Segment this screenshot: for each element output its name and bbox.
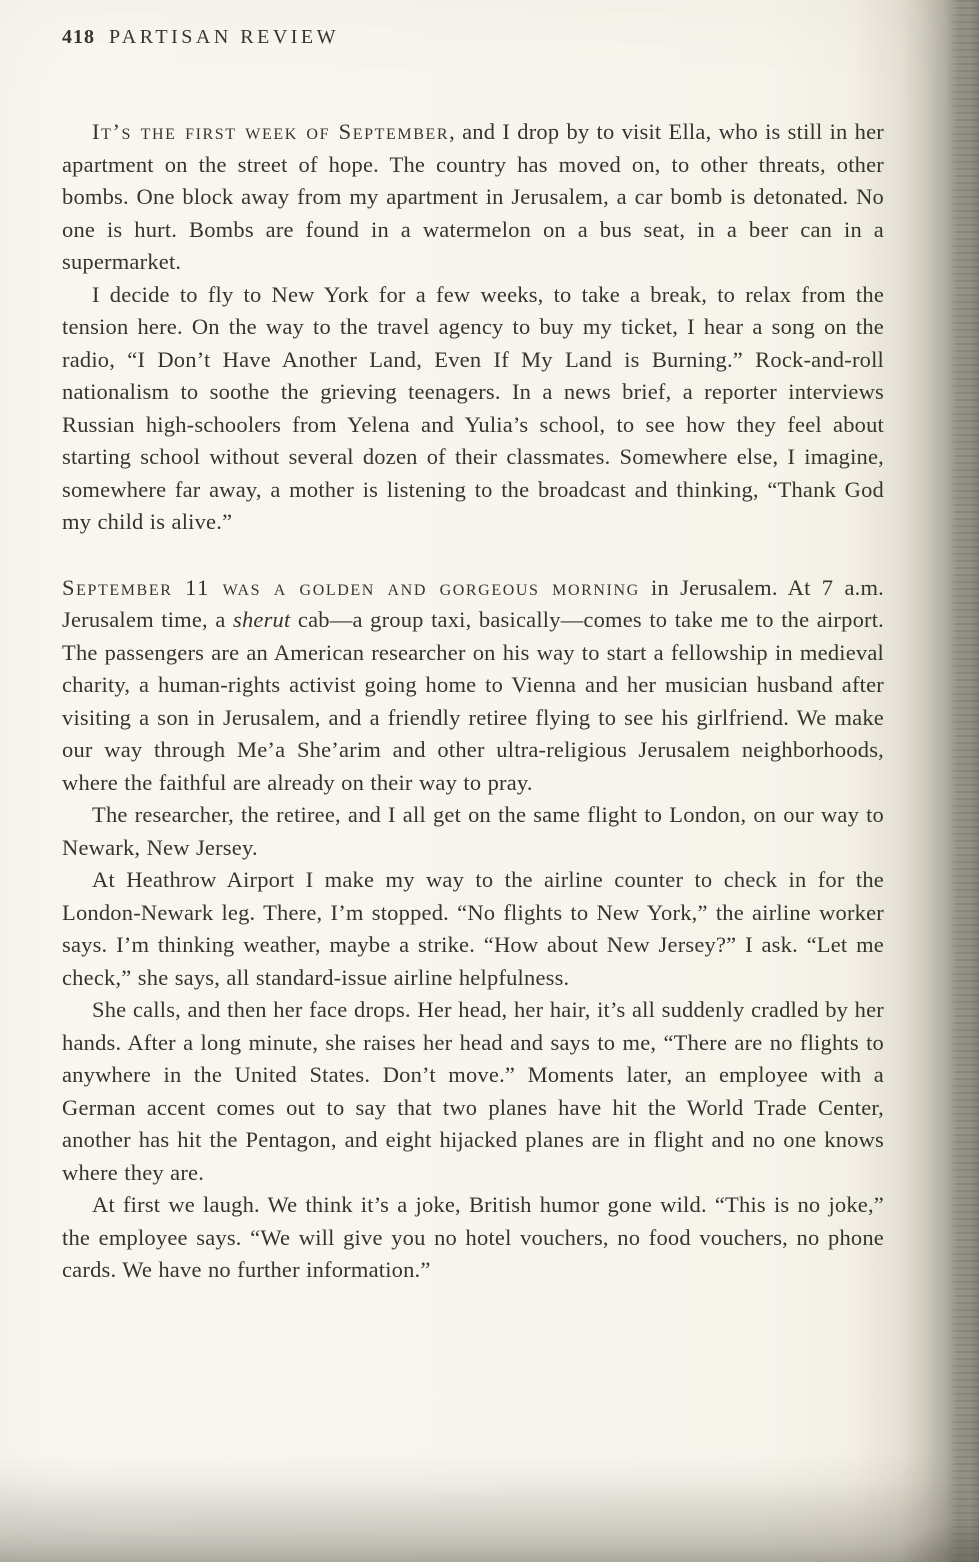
paragraph [62,994,884,1189]
scan-bottom-shadow [0,1482,979,1562]
smallcaps-lead: It’s the first week of September [92,119,450,144]
paragraph [62,1189,884,1287]
page-body [62,116,884,1287]
running-head [62,26,869,49]
text-run: At first we laugh. We think it’s a joke, British humor gone wild. “This is no joke,” the employee says. “We will give you no hotel vouchers, no food vouchers, no phone cards. We have no further information.” [62,1192,884,1282]
page-number: 418 [62,26,95,48]
text-run: At Heathrow Airport I make my way to the airline counter to check in for the London-Newark leg. There, I’m stopped. “No flights to New York,” the airline worker says. I’m thinking weather, maybe a strike. “How about New Jersey?” I ask. “Let me check,” she says, all standard-issue airline helpfulness. [62,867,884,990]
paragraph [62,864,884,994]
paragraph [62,279,884,539]
paragraph [62,116,884,279]
text-run: The researcher, the retiree, and I all get on the same flight to London, on our way to Newark, New Jersey. [62,802,884,860]
text-run: in Jerusalem. At 7 a.m. Jerusalem time, a [62,574,884,632]
italic-term: sherut [233,607,291,632]
text-run: , and I drop by to visit Ella, who is still in her apartment on the street of hope. The country has moved on, to other threats, other bombs. One block away from my apartment in Jerusalem, a car bomb is detonated. No one is hurt. Bombs are found in a watermelon on a bus seat, in a beer can in a supermarket. [62,119,884,274]
text-run: I decide to fly to New York for a few weeks, to take a break, to relax from the tension here. On the way to the travel agency to buy my ticket, I hear a song on the radio, “I Don’t Have Another Land, Even If My Land is Burning.” Rock-and-roll nationalism to soothe the grieving teenagers. In a news brief, a reporter interviews Russian high-schoolers from Yelena and Yulia’s school, to see how they feel about starting school without several dozen of their classmates. Somewhere else, I imagine, somewhere far away, a mother is listening to the broadcast and thinking, “Thank God my child is alive.” [62,281,884,534]
journal-title: PARTISAN REVIEW [109,26,340,48]
text-run: cab—a group taxi, basically—comes to take me to the airport. The passengers are an American researcher on his way to start a fellowship in medieval charity, a human-rights activist going home to Vienna and her musician husband after visiting a son in Jerusalem, and a friendly retiree flying to see his girlfriend. We make our way through Me’a She’arim and other ultra-religious Jerusalem neighborhoods, where the faithful are already on their way to pray. [62,607,884,795]
text-run: She calls, and then her face drops. Her head, her hair, it’s all suddenly cradled by her hands. After a long minute, she raises her head and says to me, “There are no flights to anywhere in the United States. Don’t move.” Moments later, an employee with a German accent comes out to say that two planes have hit the World Trade Center, another has hit the Pentagon, and eight hijacked planes are in flight and no one knows where they are. [62,997,884,1185]
scan-page-edge-texture [953,0,979,1562]
paragraph [62,799,884,864]
smallcaps-lead: September 11 was a golden and gorgeous morning [62,574,640,600]
paragraph [62,572,884,800]
